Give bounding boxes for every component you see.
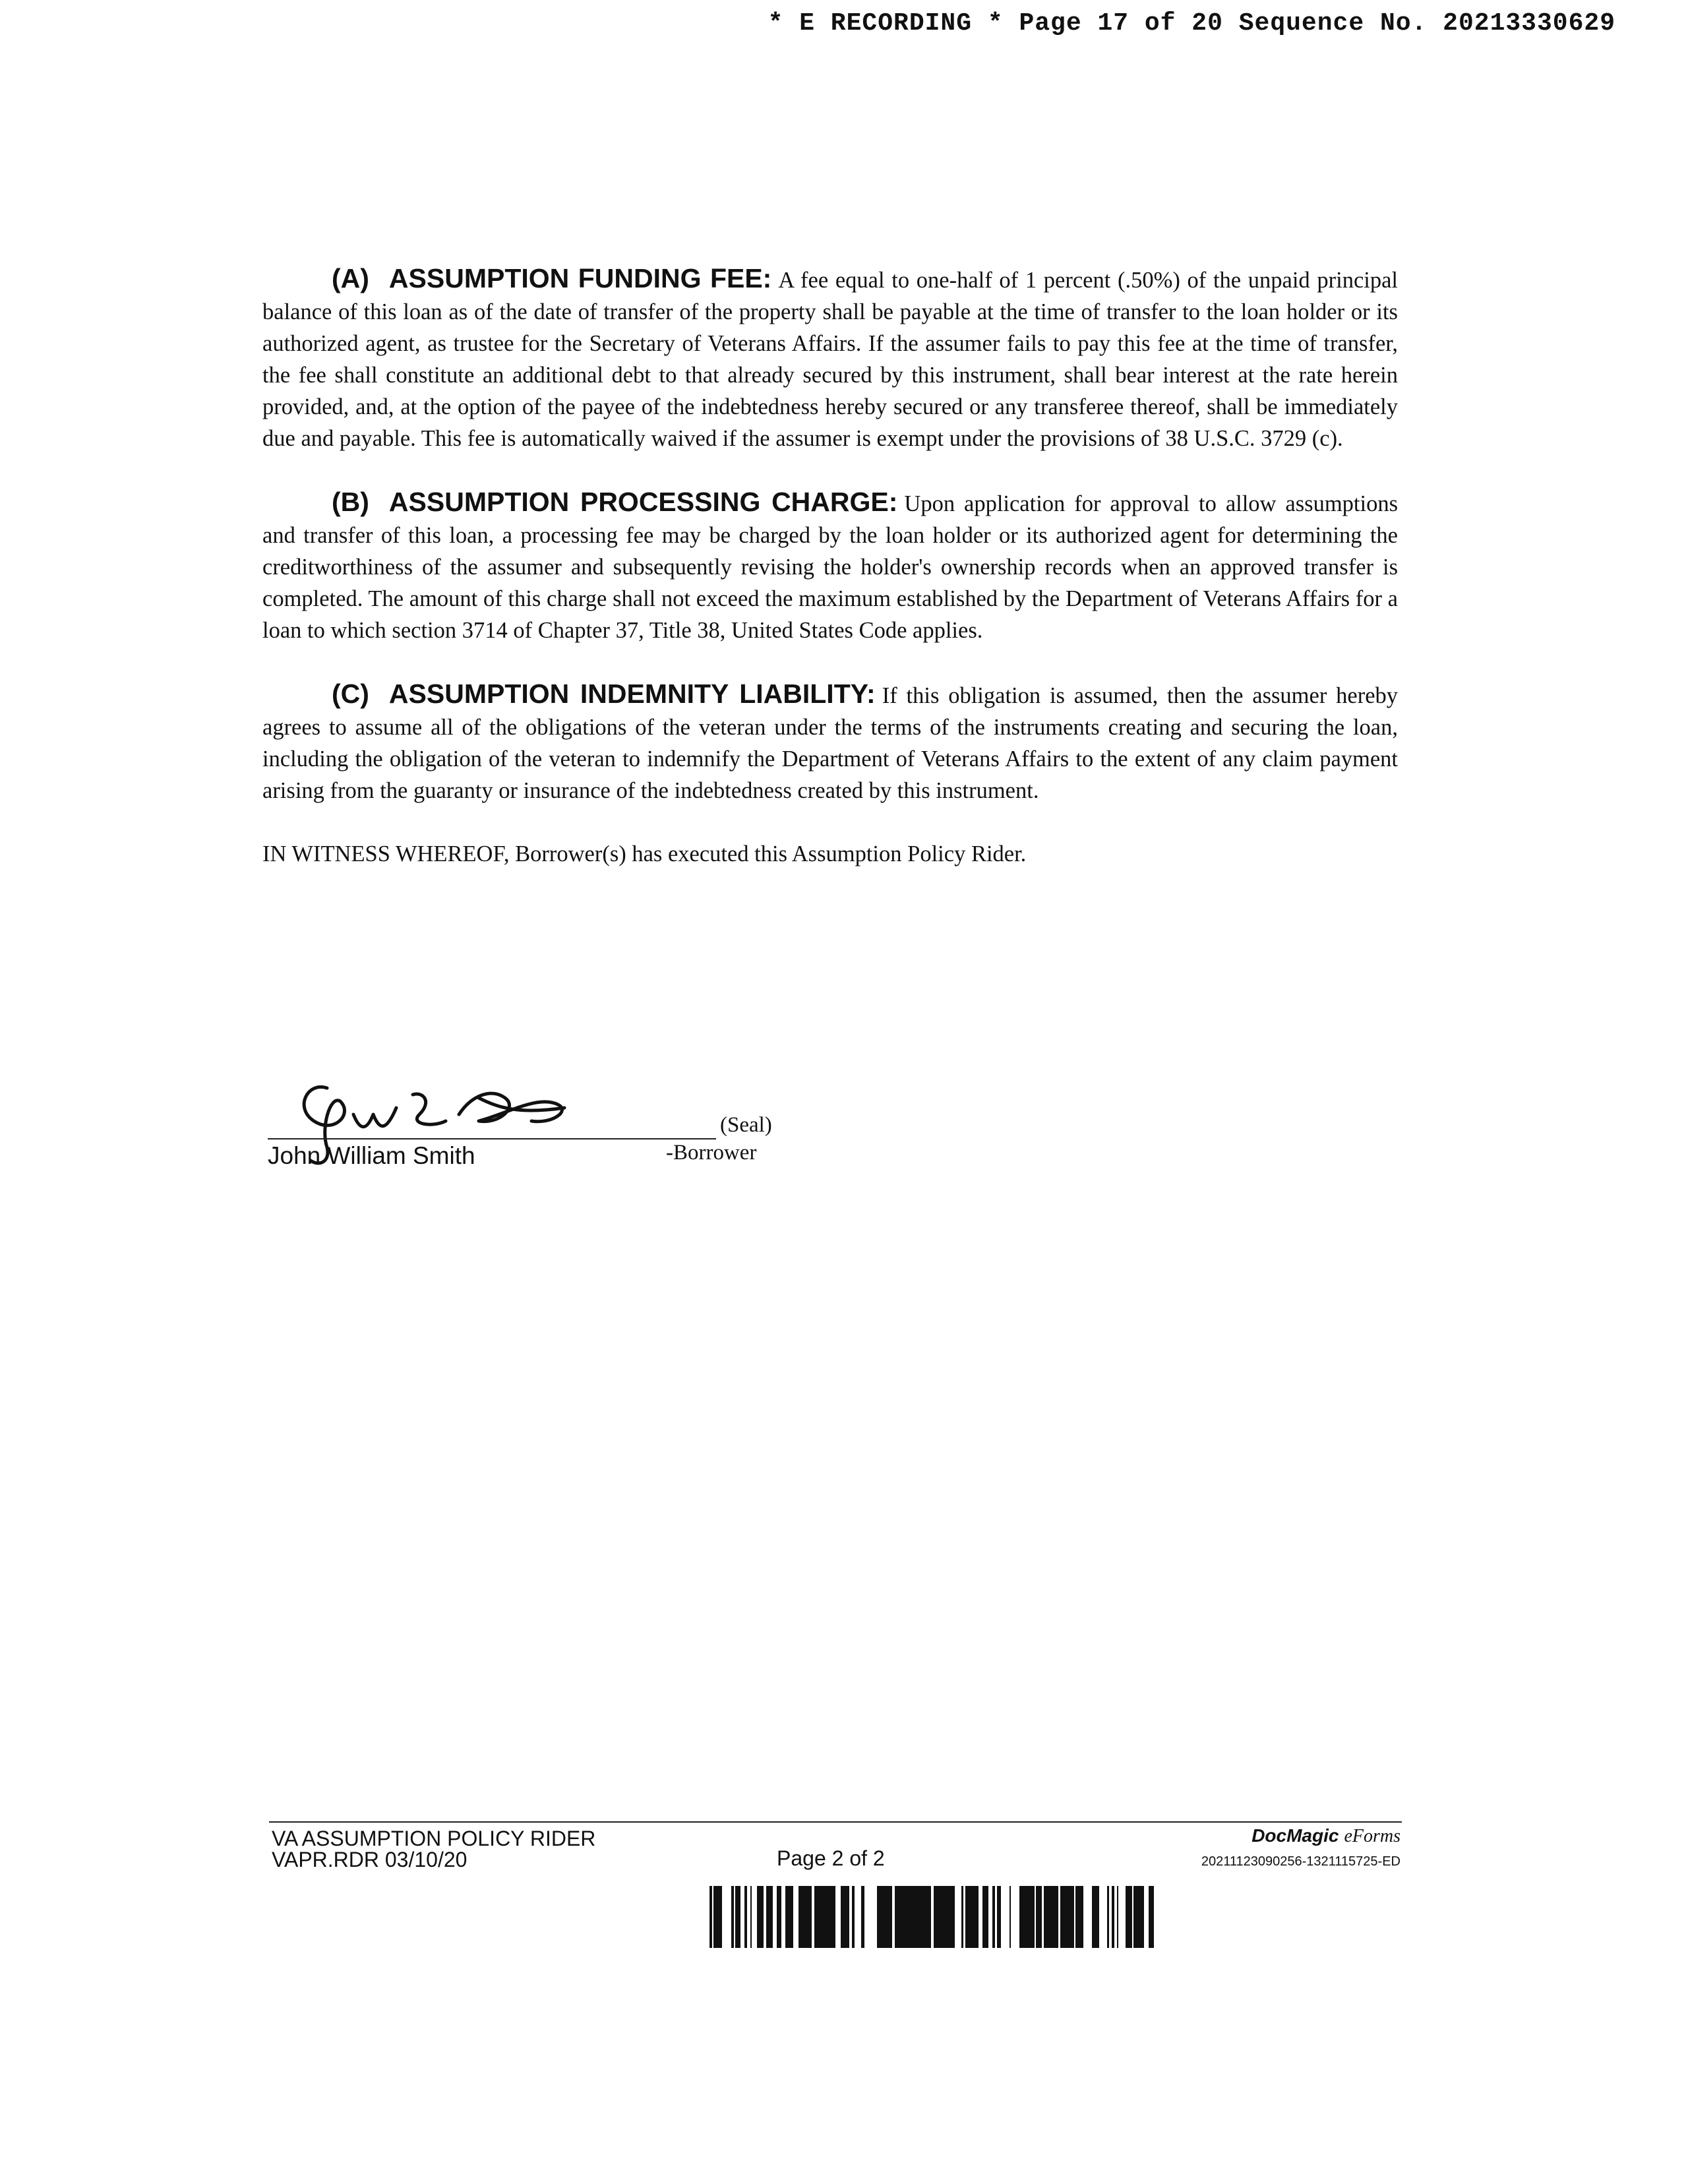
barcode-bar <box>1137 1886 1141 1948</box>
barcode-bar <box>944 1886 947 1948</box>
barcode-bar <box>1063 1886 1064 1948</box>
barcode-bar <box>974 1886 976 1948</box>
barcode-bar <box>881 1886 884 1948</box>
barcode-bar <box>713 1886 716 1948</box>
section-c-text: If this obligation is assumed, then the assumer hereby agrees to assume all of the obligations of the veteran under the terms of the instruments creating and securing the loan, including the obligation of the veteran to indemnify the Department of Veterans Affairs to the extent of any claim payment arising from the guaranty or insurance of the indebtedness created by this instrument. <box>262 683 1399 803</box>
barcode-bar <box>880 1886 881 1948</box>
barcode-bar <box>877 1886 880 1948</box>
section-b-heading: ASSUMPTION PROCESSING CHARGE: <box>388 487 898 517</box>
barcode-bar <box>766 1886 769 1948</box>
barcode-bar <box>969 1886 971 1948</box>
footer-page-number: Page 2 of 2 <box>777 1846 885 1870</box>
barcode-bar <box>1149 1886 1152 1948</box>
barcode-bar <box>799 1886 800 1948</box>
seal-label: (Seal) <box>720 1113 772 1137</box>
footer-brand <box>1251 1825 1401 1847</box>
barcode-bar <box>831 1886 834 1948</box>
barcode-bar <box>762 1886 764 1948</box>
barcode-bar <box>1128 1886 1132 1948</box>
barcode-bar <box>822 1886 824 1948</box>
barcode-bar <box>824 1886 825 1948</box>
barcode-bar <box>886 1886 889 1948</box>
barcode-bar <box>971 1886 972 1948</box>
barcode-bar <box>1023 1886 1025 1948</box>
footer-rule <box>269 1821 1402 1823</box>
barcode-bar <box>818 1886 822 1948</box>
barcode-bar <box>1095 1886 1099 1948</box>
borrower-role: -Borrower <box>666 1141 757 1165</box>
barcode-bar <box>1075 1886 1077 1948</box>
signature-block <box>261 1068 789 1174</box>
barcode-bar <box>1025 1886 1029 1948</box>
barcode-bar <box>1152 1886 1154 1948</box>
brand-name: DocMagic <box>1251 1825 1339 1846</box>
barcode-bar <box>750 1886 752 1948</box>
barcode-bar <box>800 1886 804 1948</box>
barcode-bar <box>915 1886 919 1948</box>
barcode-bar <box>1054 1886 1058 1948</box>
barcode-bar <box>778 1886 781 1948</box>
barcode-bar <box>1077 1886 1081 1948</box>
barcode-bar <box>731 1886 734 1948</box>
barcode-bar <box>992 1886 995 1948</box>
barcode-bar <box>785 1886 788 1948</box>
barcode-bar <box>1093 1886 1095 1948</box>
barcode-bar <box>899 1886 901 1948</box>
section-a <box>262 262 1398 454</box>
barcode-bar <box>852 1886 855 1948</box>
barcode-bar <box>1044 1886 1048 1948</box>
barcode-bar <box>739 1886 740 1948</box>
barcode-bar <box>922 1886 925 1948</box>
barcode-bar <box>1112 1886 1114 1948</box>
barcode-icon <box>709 1886 1158 1948</box>
witness-statement: IN WITNESS WHEREOF, Borrower(s) has executed this Assumption Policy Rider. <box>262 841 1027 866</box>
barcode-bar <box>760 1886 762 1948</box>
barcode-bar <box>717 1886 720 1948</box>
barcode-bar <box>834 1886 835 1948</box>
barcode-bar <box>804 1886 808 1948</box>
barcode-bar <box>984 1886 988 1948</box>
barcode-bar <box>909 1886 913 1948</box>
footer-doc-id: 20211123090256-1321115725-ED <box>1201 1854 1401 1869</box>
barcode-bar <box>982 1886 984 1948</box>
barcode-bar <box>841 1886 844 1948</box>
barcode-bar <box>997 1886 998 1948</box>
barcode-bar <box>863 1886 864 1948</box>
barcode-bar <box>889 1886 891 1948</box>
barcode-bar <box>965 1886 969 1948</box>
barcode-bar <box>1092 1886 1093 1948</box>
barcode-bar <box>1081 1886 1083 1948</box>
barcode-bar <box>919 1886 922 1948</box>
barcode-bar <box>1048 1886 1051 1948</box>
barcode-bar <box>951 1886 952 1948</box>
barcode-bar <box>861 1886 863 1948</box>
barcode-bar <box>1010 1886 1011 1948</box>
barcode-bar <box>1031 1886 1035 1948</box>
barcode-bar <box>844 1886 847 1948</box>
barcode-bar <box>1107 1886 1109 1948</box>
barcode-bar <box>777 1886 778 1948</box>
barcode-bar <box>1133 1886 1137 1948</box>
barcode-bar <box>791 1886 793 1948</box>
barcode-bar <box>1126 1886 1128 1948</box>
barcode-bar <box>896 1886 899 1948</box>
section-c <box>262 678 1398 806</box>
barcode-bar <box>941 1886 944 1948</box>
barcode-bar <box>938 1886 941 1948</box>
barcode-bar <box>1036 1886 1037 1948</box>
barcode-bar <box>720 1886 722 1948</box>
barcode-bar <box>905 1886 909 1948</box>
barcode-bar <box>1117 1886 1118 1948</box>
barcode-bar <box>901 1886 904 1948</box>
barcode-bar <box>808 1886 812 1948</box>
barcode-bar <box>816 1886 818 1948</box>
barcode-bar <box>1068 1886 1071 1948</box>
barcode-bar <box>904 1886 905 1948</box>
barcode-bar <box>952 1886 955 1948</box>
brand-suffix: eForms <box>1344 1826 1401 1846</box>
footer-form-title: VA ASSUMPTION POLICY RIDER <box>272 1827 596 1850</box>
barcode-bar <box>829 1886 831 1948</box>
barcode-bar <box>716 1886 717 1948</box>
barcode-bar <box>1071 1886 1074 1948</box>
barcode-bar <box>735 1886 739 1948</box>
section-c-label: (C) <box>332 679 369 709</box>
barcode-bar <box>825 1886 828 1948</box>
borrower-name: John William Smith <box>268 1142 475 1169</box>
barcode-bar <box>947 1886 951 1948</box>
section-a-heading: ASSUMPTION FUNDING FEE: <box>388 263 772 293</box>
barcode-bar <box>847 1886 849 1948</box>
footer-form-code: VAPR.RDR 03/10/20 <box>272 1848 467 1871</box>
barcode-bar <box>828 1886 829 1948</box>
barcode-bar <box>925 1886 928 1948</box>
barcode-bar <box>709 1886 712 1948</box>
barcode-bar <box>1029 1886 1031 1948</box>
barcode-bar <box>976 1886 979 1948</box>
barcode-bar <box>895 1886 896 1948</box>
barcode-bar <box>884 1886 886 1948</box>
barcode-bar <box>913 1886 915 1948</box>
section-a-text: A fee equal to one-half of 1 percent (.50%) of the unpaid principal balance of this loan as of the date of transfer of the property shall be payable at the time of transfer to the loan holder or its authorized agent, as trustee for the Secretary of Veterans Affairs. If the assumer fails to pay this fee at the time of transfer, the fee shall constitute an additional debt to that already secured by this instrument, shall bear interest at the rate herein provided, and, at the option of the payee of the indebtedness hereby secured or any transferee thereof, shall be immediately due and payable. This fee is automatically waived if the assumer is exempt under the provisions of 38 U.S.C. 3729 (c). <box>262 268 1398 451</box>
section-b-text: Upon application for approval to allow assumptions and transfer of this loan, a processing fee may be charged by the loan holder or its authorized agent for determining the creditworthiness of the assumer and subsequently revising the holder's ownership records when an approved transfer is completed. The amount of this charge shall not exceed the maximum established by the Department of Veterans Affairs for a loan to which section 3714 of Chapter 37, Title 38, United States Code applies. <box>262 491 1399 643</box>
barcode-bar <box>1040 1886 1042 1948</box>
barcode-bar <box>934 1886 938 1948</box>
barcode-bar <box>1019 1886 1023 1948</box>
barcode-bar <box>1060 1886 1063 1948</box>
signature-line <box>268 1138 716 1139</box>
barcode-bar <box>1053 1886 1054 1948</box>
barcode-bar <box>891 1886 892 1948</box>
barcode-bar <box>758 1886 760 1948</box>
barcode-bar <box>814 1886 816 1948</box>
barcode-bar <box>972 1886 974 1948</box>
barcode-bar <box>928 1886 931 1948</box>
barcode-bar <box>788 1886 791 1948</box>
section-b-label: (B) <box>332 487 369 517</box>
barcode-bar <box>1064 1886 1068 1948</box>
barcode-bar <box>1141 1886 1144 1948</box>
section-a-label: (A) <box>332 263 369 293</box>
rider-body <box>262 262 1398 870</box>
section-b <box>262 486 1398 646</box>
barcode-bar <box>757 1886 758 1948</box>
recording-header: * E RECORDING * Page 17 of 20 Sequence No. 20213330629 <box>768 9 1615 38</box>
barcode-bar <box>998 1886 1001 1948</box>
barcode-bar <box>961 1886 963 1948</box>
barcode-bar <box>1051 1886 1053 1948</box>
barcode-bar <box>744 1886 747 1948</box>
barcode-bar <box>769 1886 773 1948</box>
section-c-heading: ASSUMPTION INDEMNITY LIABILITY: <box>388 679 876 709</box>
barcode-bar <box>1037 1886 1040 1948</box>
